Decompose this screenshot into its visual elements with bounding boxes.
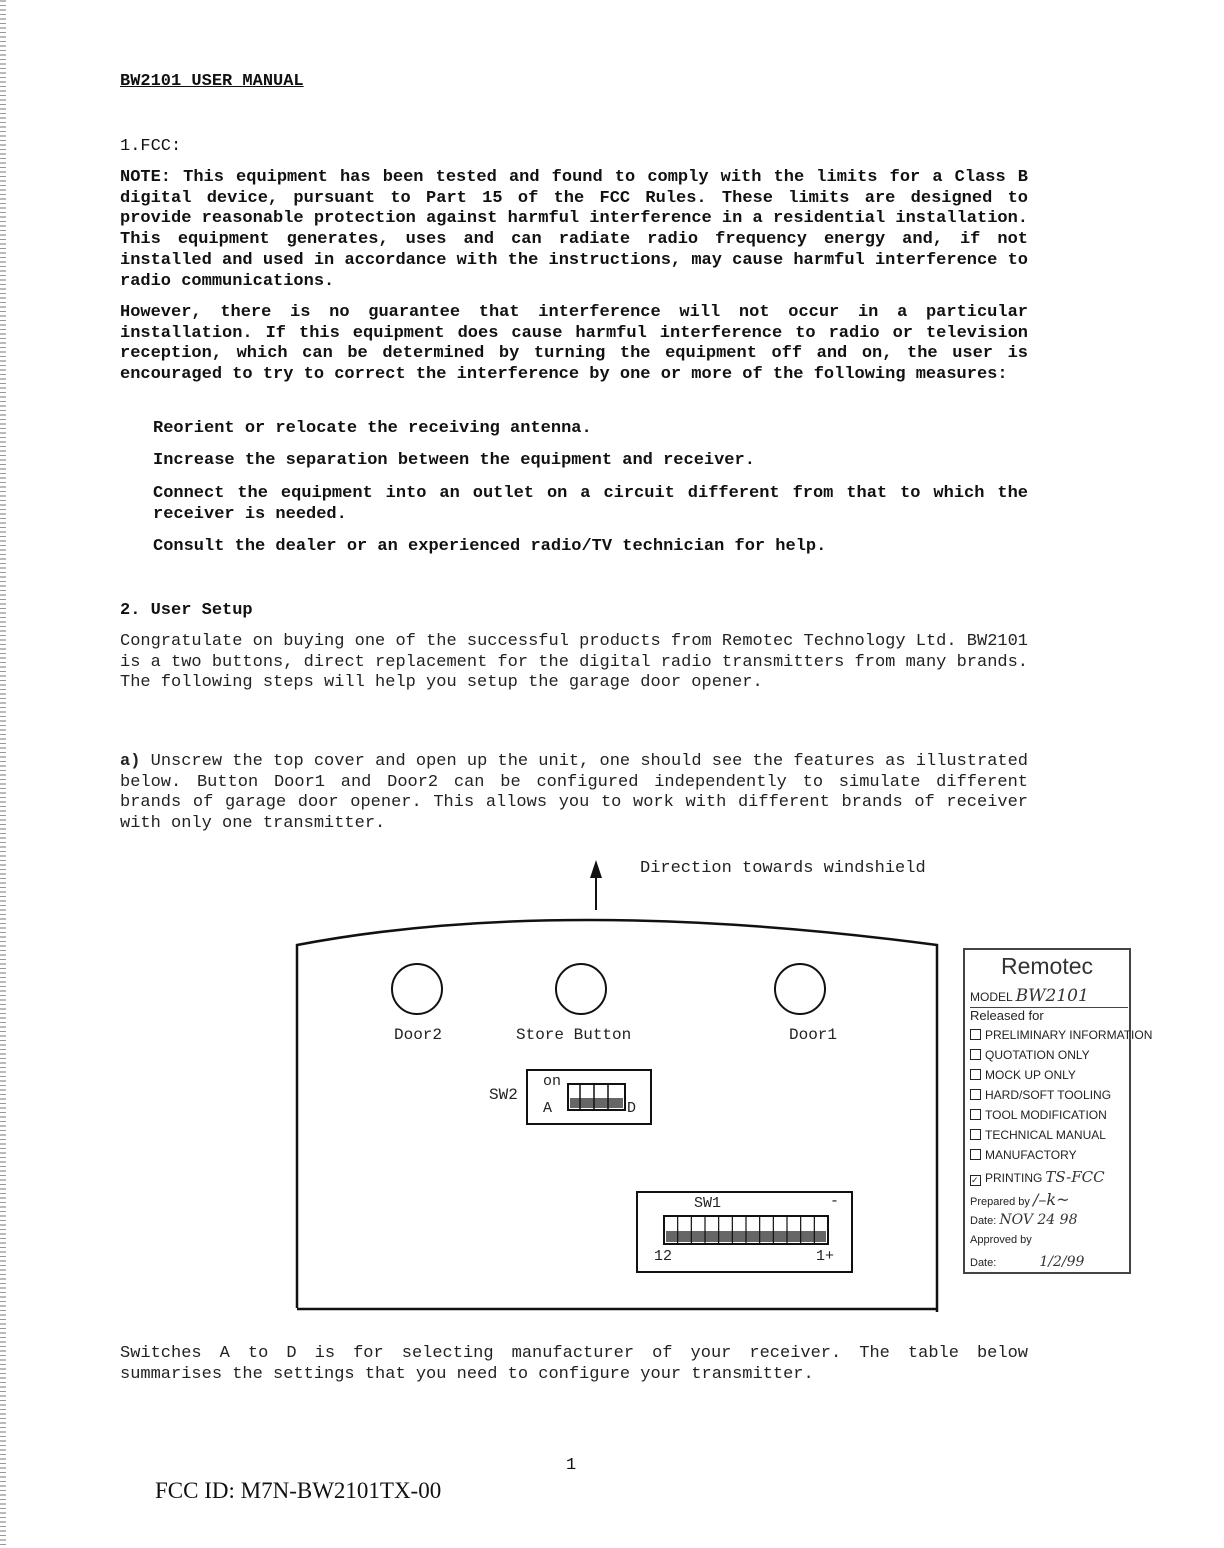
stamp-option — [970, 1168, 1105, 1186]
stamp-option — [970, 1068, 1076, 1082]
stamp-model-label: MODEL — [970, 990, 1013, 1004]
switches-paragraph: Switches A to D is for selecting manufacturer of your receiver. The table below summarises the settings that you need to configure your transmitter. — [120, 1344, 1028, 1384]
door2-button[interactable] — [391, 963, 443, 1015]
stamp-option-label: PRINTING — [985, 1171, 1043, 1185]
stamp-option-label: QUOTATION ONLY — [985, 1048, 1090, 1062]
stamp-option-label: MOCK UP ONLY — [985, 1068, 1076, 1082]
door2-label: Door2 — [394, 1026, 443, 1044]
stamp-prepared-by: Prepared by /–k~ — [970, 1190, 1070, 1209]
step-a-label: a) — [120, 752, 141, 771]
stamp-model-value: BW2101 — [1015, 986, 1089, 1006]
sw2-on-label: on — [543, 1073, 562, 1090]
checkbox-icon — [970, 1049, 981, 1060]
store-button-label: Store Button — [516, 1026, 632, 1044]
checkbox-icon — [970, 1149, 981, 1160]
stamp-option — [970, 1028, 1152, 1042]
fcc-note: NOTE: This equipment has been tested and found to comply with the limits for a Class B digital device, pursuant to Part 15 of the FCC Rules. These limits are designed to provide reasonable protection against harmful interference in a residential installation. This equipment generates, uses and can radiate radio frequency energy and, if not installed and used in accordance with the instructions, may cause harmful interference to radio communications. — [120, 168, 1028, 291]
measure-item: Reorient or relocate the receiving antenna. — [153, 419, 592, 438]
door1-label: Door1 — [789, 1026, 838, 1044]
stamp-option — [970, 1088, 1111, 1102]
release-stamp — [963, 948, 1153, 1274]
stamp-option-label: TOOL MODIFICATION — [985, 1108, 1107, 1122]
sw2-switch-fill — [570, 1098, 623, 1108]
stamp-option-label: PRELIMINARY INFORMATION — [985, 1028, 1153, 1042]
stamp-approved-by: Approved by — [970, 1234, 1032, 1246]
fcc-heading: 1.FCC: — [120, 137, 182, 156]
stamp-released-for: Released for — [970, 1008, 1044, 1023]
measure-item: Consult the dealer or an experienced radio/TV technician for help. — [153, 537, 827, 556]
stamp-approved-date-row: Date: 1/2/99 — [970, 1254, 1085, 1270]
setup-intro: Congratulate on buying one of the successful products from Remotec Technology Ltd. BW2101 is a two buttons, direct replacement for the digital radio transmitters from many brands. The following steps will help you setup the garage door opener. — [120, 632, 1028, 693]
stamp-option — [970, 1108, 1107, 1122]
fcc-however: However, there is no guarantee that interference will not occur in a particular installation. If this equipment does cause harmful interference to radio or television reception, which can be determined by turning the equipment off and on, the user is encouraged to try to correct the interference by one or more of the following measures: — [120, 303, 1028, 385]
sw2-label: SW2 — [489, 1086, 518, 1104]
sw1-1plus-label: 1+ — [816, 1248, 835, 1265]
door1-button[interactable] — [774, 963, 826, 1015]
stamp-approved-date-value: 1/2/99 — [1039, 1254, 1085, 1270]
stamp-date-row: Date: NOV 24 98 — [970, 1212, 1078, 1228]
stamp-model-row — [970, 986, 1128, 1008]
sw1-minus-label: - — [830, 1193, 840, 1210]
stamp-option-label: MANUFACTORY — [985, 1148, 1077, 1162]
checkbox-icon — [970, 1069, 981, 1080]
stamp-option — [970, 1148, 1077, 1162]
stamp-option — [970, 1048, 1090, 1062]
stamp-date-value: NOV 24 98 — [999, 1212, 1078, 1228]
page-number: 1 — [566, 1456, 577, 1475]
stamp-brand: Remotec — [1000, 953, 1094, 979]
stamp-printing-note: TS-FCC — [1045, 1168, 1105, 1186]
store-button[interactable] — [555, 963, 607, 1015]
page-title: BW2101 USER MANUAL — [120, 72, 304, 91]
checked-box-icon: ✓ — [970, 1175, 981, 1186]
sw2-d-label: D — [627, 1100, 637, 1117]
stamp-option-label: TECHNICAL MANUAL — [985, 1128, 1106, 1142]
step-a-text: Unscrew the top cover and open up the unit, one should see the features as illustrated below. Button Door1 and Door2 can be configured independently to simulate different brands of garage door opener. This allows you to work with different brands of receiver with only one transmitter. — [120, 752, 1029, 834]
measure-item: Connect the equipment into an outlet on a circuit different from that to which the receiver is needed. — [153, 484, 1028, 524]
direction-arrow-head — [590, 860, 602, 878]
stamp-option — [970, 1128, 1106, 1142]
sw1-label: SW1 — [694, 1195, 722, 1212]
sw1-12-label: 12 — [654, 1248, 673, 1265]
direction-label: Direction towards windshield — [640, 859, 926, 878]
sw2-a-label: A — [543, 1100, 553, 1117]
checkbox-icon — [970, 1129, 981, 1140]
checkbox-icon — [970, 1089, 981, 1100]
fcc-id: FCC ID: M7N-BW2101TX-00 — [155, 1478, 442, 1503]
checkbox-icon — [970, 1029, 981, 1040]
stamp-option-label: HARD/SOFT TOOLING — [985, 1088, 1112, 1102]
measure-item: Increase the separation between the equipment and receiver. — [153, 451, 755, 470]
checkbox-icon — [970, 1109, 981, 1120]
sw1-dividers — [664, 1216, 828, 1244]
setup-heading: 2. User Setup — [120, 601, 253, 620]
